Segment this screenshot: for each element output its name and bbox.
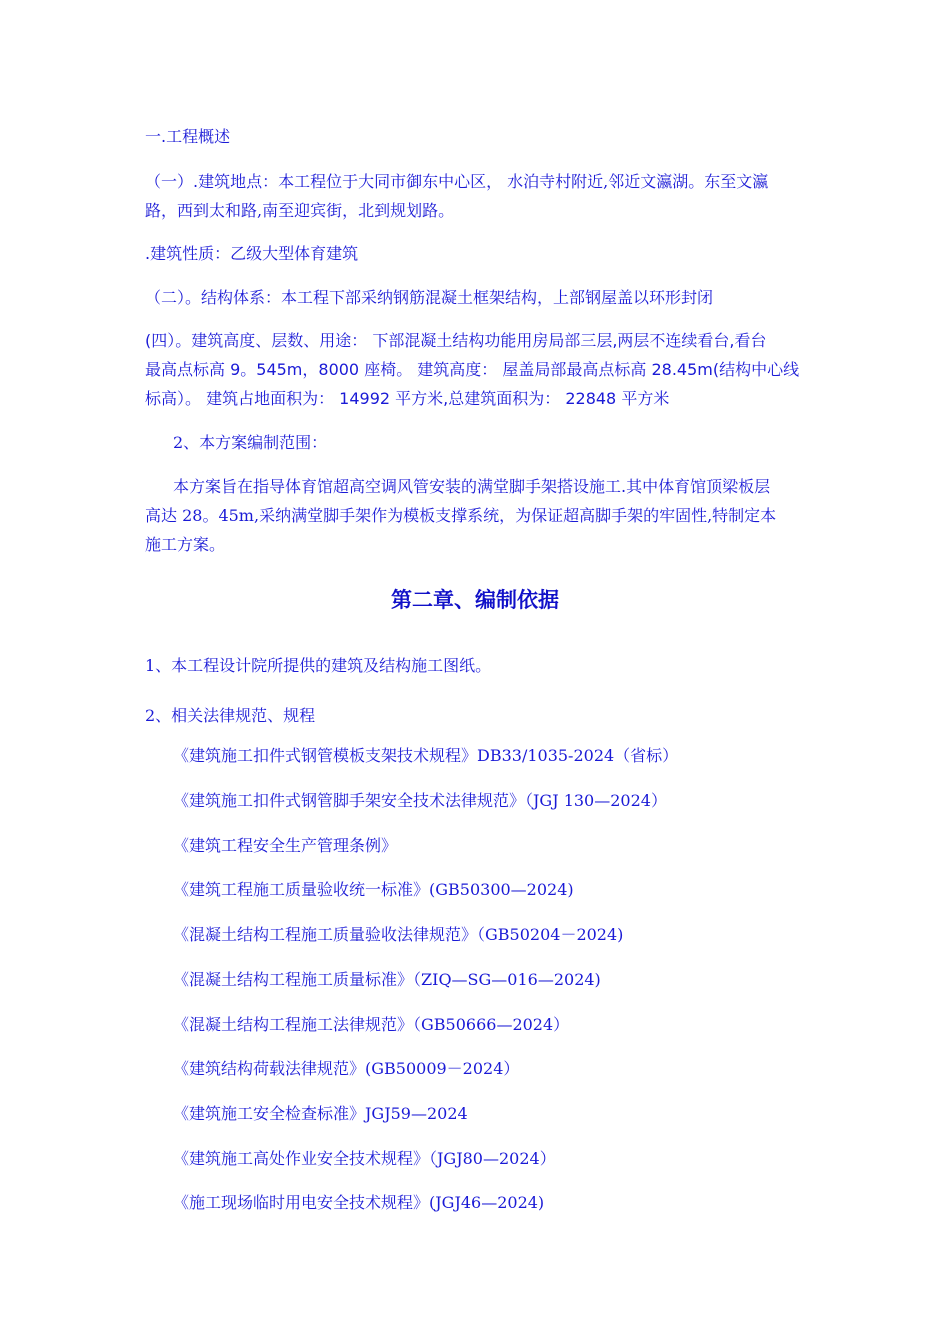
regulation-item: 《混凝土结构工程施工质量标准》（ZIQ—SG—016—2024) (173, 970, 601, 989)
regulation-item: 《混凝土结构工程施工质量验收法律规范》（GB50204－2024) (173, 925, 624, 944)
location-line-2: 路，西到太和路,南至迎宾街，北到规划路。 (145, 201, 455, 220)
chapter-heading: 第二章、编制依据 (391, 588, 559, 612)
building-nature: .建筑性质：乙级大型体育建筑 (145, 244, 359, 263)
scope-title: 2、本方案编制范围： (173, 433, 328, 452)
regulation-item: 《施工现场临时用电安全技术规程》(JGJ46—2024) (173, 1193, 545, 1212)
basis-item-2: 2、相关法律规范、规程 (145, 706, 316, 725)
height-line-3: 标高）。 建筑占地面积为： 14992 平方米,总建筑面积为： 22848 平方米 (145, 389, 670, 408)
height-line-1: (四）。建筑高度、层数、用途： 下部混凝土结构功能用房局部三层,两层不连续看台,看台 (145, 331, 767, 350)
scope-line-3: 施工方案。 (145, 535, 226, 554)
regulation-item: 《混凝土结构工程施工法律规范》（GB50666—2024） (173, 1015, 570, 1034)
section-title: 一.工程概述 (145, 127, 231, 146)
scope-line-1: 本方案旨在指导体育馆超高空调风管安装的满堂脚手架搭设施工.其中体育馆顶梁板层 (173, 477, 771, 496)
height-line-2: 最高点标高 9。545m，8000 座椅。 建筑高度： 屋盖局部最高点标高 28.45m(结构中心线 (145, 360, 800, 379)
regulation-item: 《建筑施工高处作业安全技术规程》（JGJ80—2024） (173, 1149, 556, 1168)
scope-line-2: 高达 28。45m,采纳满堂脚手架作为模板支撑系统，为保证超高脚手架的牢固性,特制定本 (145, 506, 777, 525)
regulation-item: 《建筑施工扣件式钢管脚手架安全技术法律规范》（JGJ 130—2024） (173, 791, 667, 810)
regulation-item: 《建筑工程安全生产管理条例》 (173, 836, 398, 855)
structure-system: （二）。结构体系：本工程下部采纳钢筋混凝土框架结构，上部钢屋盖以环形封闭 (145, 288, 714, 307)
basis-item-1: 1、本工程设计院所提供的建筑及结构施工图纸。 (145, 656, 492, 675)
regulation-item: 《建筑工程施工质量验收统一标准》(GB50300—2024) (173, 880, 574, 899)
regulation-item: 《建筑施工扣件式钢管模板支架技术规程》DB33/1035-2024（省标） (173, 746, 679, 765)
regulation-item: 《建筑施工安全检查标准》JGJ59—2024 (173, 1104, 468, 1123)
regulation-item: 《建筑结构荷载法律规范》(GB50009－2024） (173, 1059, 520, 1078)
location-line-1: （一）.建筑地点：本工程位于大同市御东中心区， 水泊寺村附近,邻近文瀛湖。东至文瀛 (145, 172, 769, 191)
